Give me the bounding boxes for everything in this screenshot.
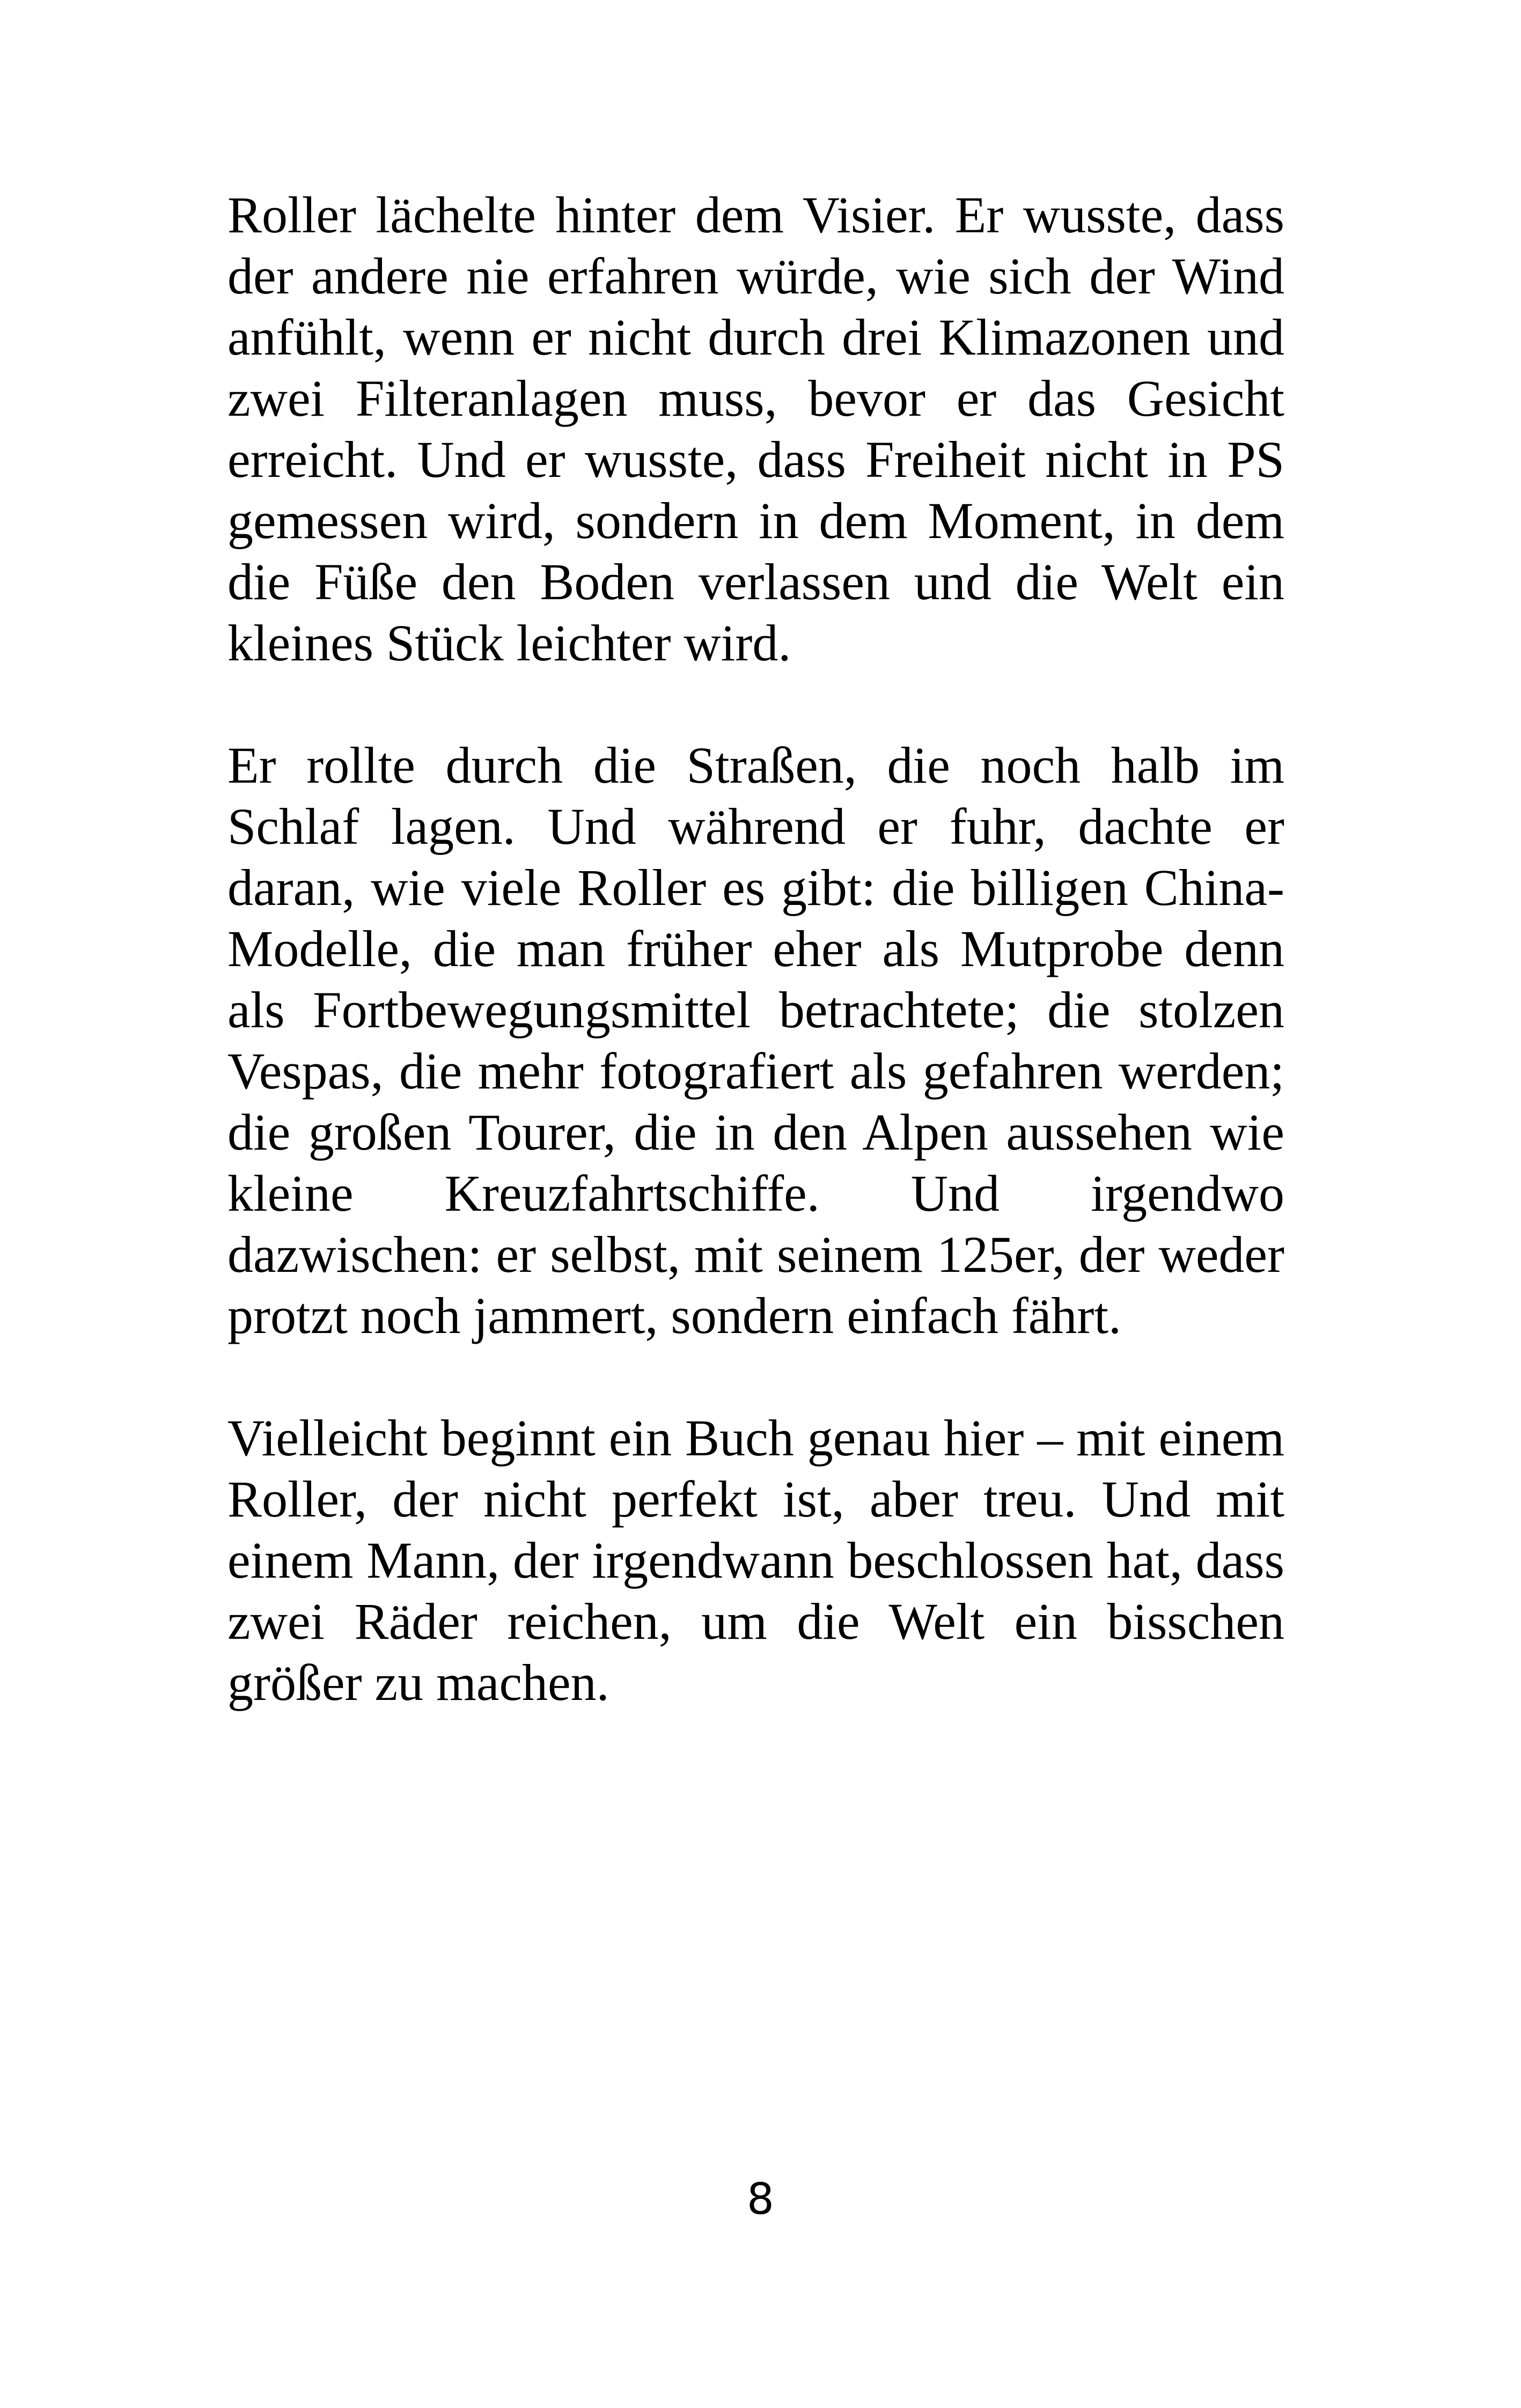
- paragraph-3: Vielleicht beginnt ein Buch genau hier – mit einem Roller, der nicht perfekt ist, aber treu. Und mit einem Mann, der irgendwann beschlossen hat, dass zwei Räder reichen, um die Welt ein bisschen größer zu machen.: [227, 1409, 1284, 1711]
- paragraph-1: Roller lächelte hinter dem Visier. Er wusste, dass der andere nie erfahren würde, wie sich der Wind anfühlt, wenn er nicht durch drei Klimazonen und zwei Filteranlagen muss, bevor er das Gesicht erreicht. Und er wusste, dass Freiheit nicht in PS gemessen wird, sondern in dem Moment, in dem die Füße den Boden verlassen und die Welt ein kleines Stück leichter wird.: [227, 186, 1284, 672]
- paragraph-2: Er rollte durch die Straßen, die noch halb im Schlaf lagen. Und während er fuhr, dachte er daran, wie viele Roller es gibt: die billigen China-Modelle, die man früher eher als Mutprobe denn als Fortbewegungsmittel betrachtete; die stolzen Vespas, die mehr fotografiert als gefahren werden; die großen Tourer, die in den Alpen aussehen wie kleine Kreuzfahrtschiffe. Und irgendwo dazwischen: er selbst, mit seinem 125er, der weder protzt noch jammert, sondern einfach fährt.: [227, 737, 1284, 1344]
- body-text: [227, 185, 1284, 1713]
- page-number: 8: [747, 2174, 774, 2224]
